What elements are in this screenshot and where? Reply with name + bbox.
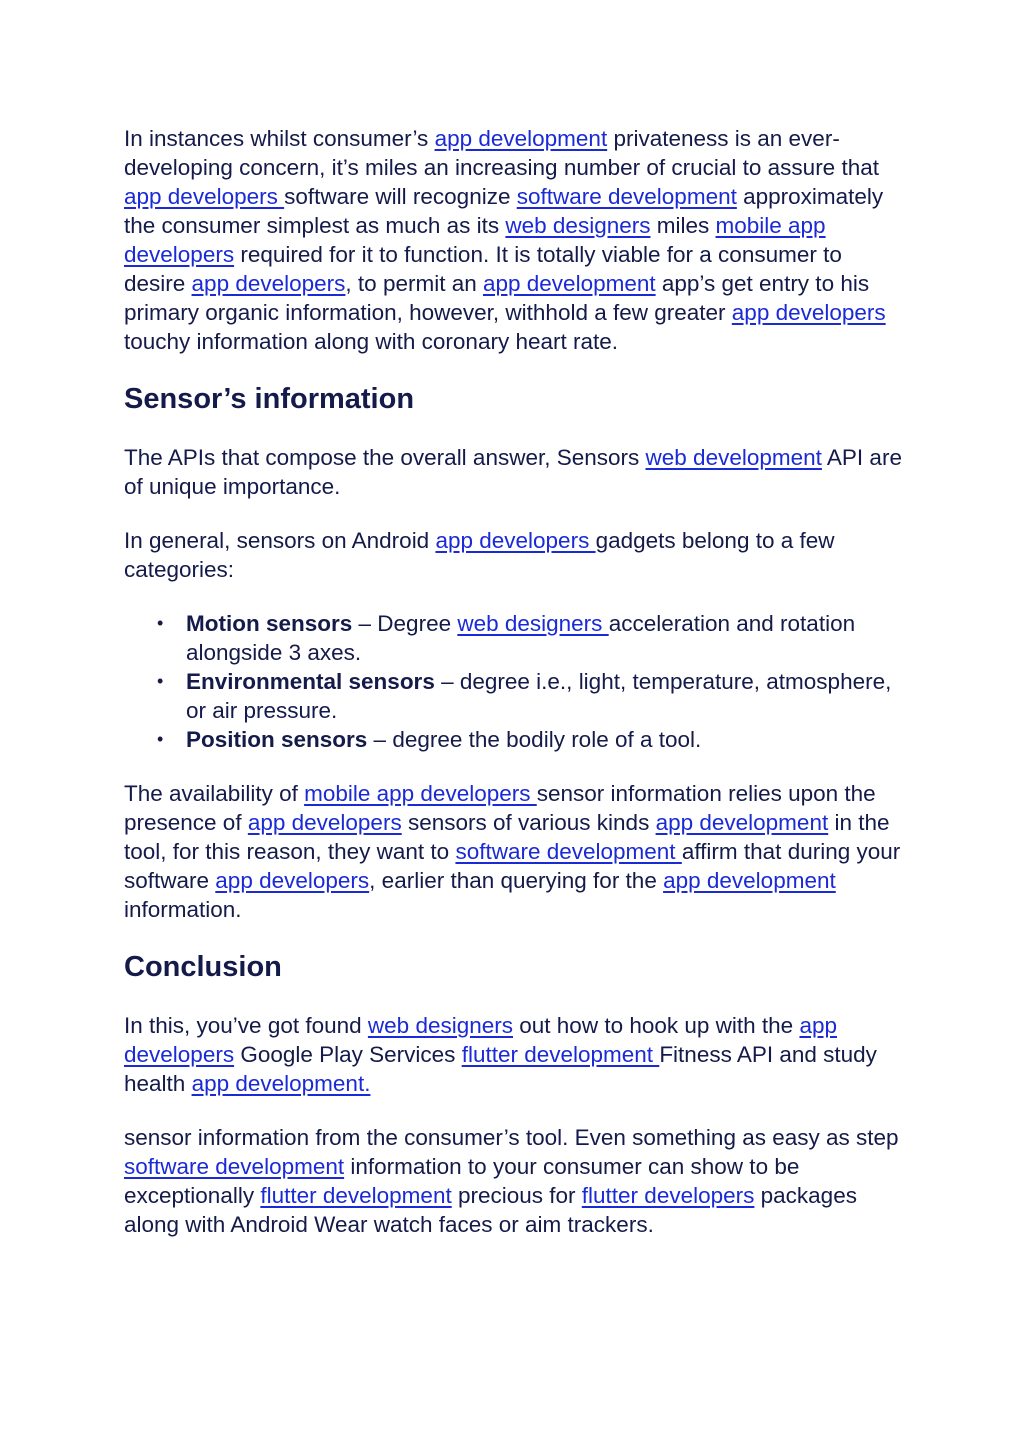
- link-flutter-developers[interactable]: flutter developers: [581, 1183, 755, 1208]
- text: In this, you’ve got found: [124, 1013, 368, 1038]
- term: Environmental sensors: [186, 669, 435, 694]
- link-web-designers[interactable]: web designers: [457, 611, 609, 636]
- text: information to your consumer can show to be exceptionally: [124, 1154, 800, 1208]
- link-app-developers[interactable]: app developers: [247, 810, 402, 835]
- link-software-development[interactable]: software development: [455, 839, 682, 864]
- text: Google Play Services: [234, 1042, 462, 1067]
- text: required for it to function. It is totally viable for a consumer to desire: [124, 242, 842, 296]
- text: precious for: [451, 1183, 582, 1208]
- text: – Degree: [352, 611, 458, 636]
- link-app-developers[interactable]: app developers: [124, 184, 285, 209]
- text: In general, sensors on Android: [124, 528, 436, 553]
- text: affirm that during your software: [124, 839, 901, 893]
- link-flutter-development[interactable]: flutter development: [260, 1183, 452, 1208]
- bullet-icon: •: [157, 671, 164, 691]
- text: – degree i.e., light, temperature, atmosphere, or air pressure.: [186, 669, 892, 723]
- text: Fitness API and study health: [124, 1042, 877, 1096]
- link-app-development[interactable]: app development: [434, 126, 608, 151]
- link-app-development[interactable]: app development.: [191, 1071, 371, 1096]
- text: information.: [124, 897, 242, 922]
- link-web-designers[interactable]: web designers: [367, 1013, 514, 1038]
- text: touchy information along with coronary heart rate.: [124, 329, 619, 354]
- text: packages along with Android Wear watch faces or aim trackers.: [124, 1183, 857, 1237]
- text: sensor information relies upon the presence of: [124, 781, 876, 835]
- apis-paragraph: [124, 443, 904, 501]
- text: miles: [650, 213, 716, 238]
- text: sensor information from the consumer’s tool. Even something as easy as step: [124, 1125, 899, 1150]
- sensor-categories-list: [124, 609, 904, 754]
- link-mobile-app-developers[interactable]: mobile app developers: [304, 781, 537, 806]
- link-web-designers[interactable]: web designers: [505, 213, 651, 238]
- link-app-development[interactable]: app development: [482, 271, 656, 296]
- text: sensors of various kinds: [401, 810, 656, 835]
- text: gadgets belong to a few categories:: [124, 528, 835, 582]
- availability-paragraph: [124, 779, 904, 924]
- link-mobile-app-developers[interactable]: mobile app developers: [124, 213, 826, 267]
- link-app-development[interactable]: app development: [663, 868, 836, 893]
- link-app-developers[interactable]: app developers: [124, 1013, 837, 1067]
- section-heading-conclusion: Conclusion: [124, 951, 282, 983]
- bullet-icon: •: [157, 729, 164, 749]
- conclusion-paragraph: [124, 1011, 904, 1098]
- text: , earlier than querying for the: [369, 868, 664, 893]
- bullet-icon: •: [157, 613, 164, 633]
- text: , to permit an: [345, 271, 483, 296]
- term: Position sensors: [186, 727, 368, 752]
- text: software will recognize: [284, 184, 517, 209]
- link-flutter-development[interactable]: flutter development: [461, 1042, 660, 1067]
- link-app-developers[interactable]: app developers: [191, 271, 346, 296]
- link-web-development[interactable]: web development: [645, 445, 822, 470]
- text: In instances whilst consumer’s: [124, 126, 435, 151]
- text: app’s get entry to his primary organic information, however, withhold a few greater: [124, 271, 870, 325]
- text: privateness is an ever-developing concern, it’s miles an increasing number of crucial to assure that: [124, 126, 879, 180]
- text: API are of unique importance.: [124, 445, 902, 499]
- list-item: [157, 725, 904, 754]
- link-app-developers[interactable]: app developers: [731, 300, 886, 325]
- list-item: [157, 667, 904, 725]
- text: out how to hook up with the: [513, 1013, 800, 1038]
- document-page: [124, 124, 904, 1264]
- text: in the tool, for this reason, they want to: [124, 810, 890, 864]
- categories-paragraph: [124, 526, 904, 584]
- term: Motion sensors: [186, 611, 353, 636]
- closing-paragraph: [124, 1123, 904, 1239]
- link-software-development[interactable]: software development: [124, 1154, 345, 1179]
- text: The availability of: [124, 781, 305, 806]
- text: – degree the bodily role of a tool.: [367, 727, 702, 752]
- list-item: [157, 609, 904, 667]
- text: approximately the consumer simplest as much as its: [124, 184, 884, 238]
- link-app-development[interactable]: app development: [655, 810, 829, 835]
- text: acceleration and rotation alongside 3 axes.: [186, 611, 856, 665]
- link-app-developers[interactable]: app developers: [435, 528, 596, 553]
- link-software-development[interactable]: software development: [516, 184, 737, 209]
- link-app-developers[interactable]: app developers: [215, 868, 370, 893]
- text: The APIs that compose the overall answer, Sensors: [124, 445, 646, 470]
- intro-paragraph: [124, 124, 904, 356]
- section-heading-sensors: Sensor’s information: [124, 383, 415, 415]
